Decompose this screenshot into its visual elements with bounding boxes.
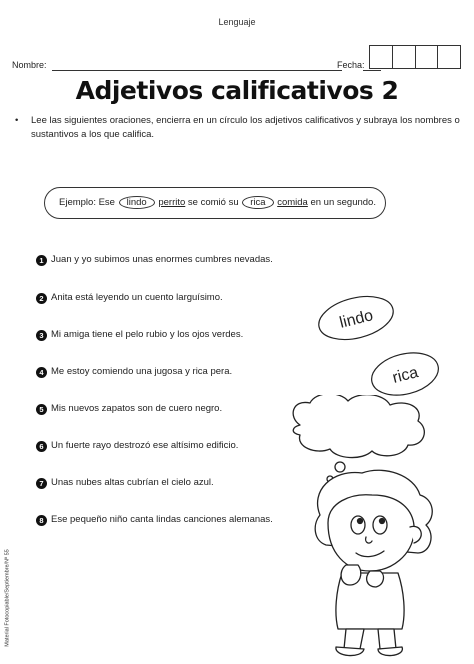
sentence-text[interactable]: Me estoy comiendo una jugosa y rica pera. (51, 366, 233, 377)
number-badge-icon: 5 (36, 404, 47, 415)
example-prefix: Ejemplo: Ese (59, 197, 115, 208)
number-badge-icon: 8 (36, 515, 47, 526)
sentence-text[interactable]: Mis nuevos zapatos son de cuero negro. (51, 403, 223, 414)
name-label: Nombre: (12, 60, 47, 70)
sentence-text[interactable]: Juan y yo subimos unas enormes cumbres nevadas. (51, 254, 273, 265)
sentence-text[interactable]: Anita está leyendo un cuento larguísimo. (51, 292, 223, 303)
right-pupil-icon (380, 519, 385, 524)
number-badge-icon: 7 (36, 478, 47, 489)
sentence-text[interactable]: Ese pequeño niño canta lindas canciones alemanas. (51, 514, 273, 525)
example-noun-2: comida (277, 197, 308, 208)
date-label: Fecha: (337, 60, 365, 70)
hand-icon (341, 565, 361, 585)
face-icon (328, 495, 414, 571)
example-noun-1: perrito (158, 197, 186, 208)
thought-dot-icon (335, 462, 345, 472)
example-adjective-1: lindo (119, 196, 155, 209)
number-badge-icon: 6 (36, 441, 47, 452)
number-badge-icon: 2 (36, 293, 47, 304)
bullet-icon: • (15, 115, 19, 126)
copyright-text: Material Fotocopiable/Septiembre/Nº 55 (4, 549, 11, 647)
right-leg-icon (378, 629, 396, 649)
subject-label: Lenguaje (218, 17, 256, 27)
thought-cloud-icon (293, 395, 424, 458)
bubble-word-rica: rica (390, 364, 420, 387)
number-badge-icon: 3 (36, 330, 47, 341)
thinking-child-illustration (280, 395, 470, 660)
sentence-text[interactable]: Un fuerte rayo destrozó ese altísimo edificio. (51, 440, 239, 451)
example-adjective-2: rica (242, 196, 273, 209)
sentence-text[interactable]: Unas nubes altas cubrían el cielo azul. (51, 477, 214, 488)
page-title: Adjetivos calificativos 2 (75, 76, 399, 105)
left-pupil-icon (358, 519, 363, 524)
hand-icon (367, 571, 384, 587)
left-shoe-icon (336, 647, 364, 656)
number-badge-icon: 1 (36, 255, 47, 266)
right-shoe-icon (378, 647, 402, 656)
side-footer (2, 540, 12, 660)
example-middle: se comió su (187, 197, 239, 208)
example-suffix: en un segundo. (310, 197, 376, 208)
left-leg-icon (344, 629, 364, 649)
number-badge-icon: 4 (36, 367, 47, 378)
instructions-text: Lee las siguientes oraciones, encierra en un círculo los adjetivos calificativos y subraya los nombres o sustantivos a los que califica. (31, 115, 460, 140)
bubble-word-lindo: lindo (337, 307, 375, 332)
sentence-text[interactable]: Mi amiga tiene el pelo rubio y los ojos verdes. (51, 329, 244, 340)
